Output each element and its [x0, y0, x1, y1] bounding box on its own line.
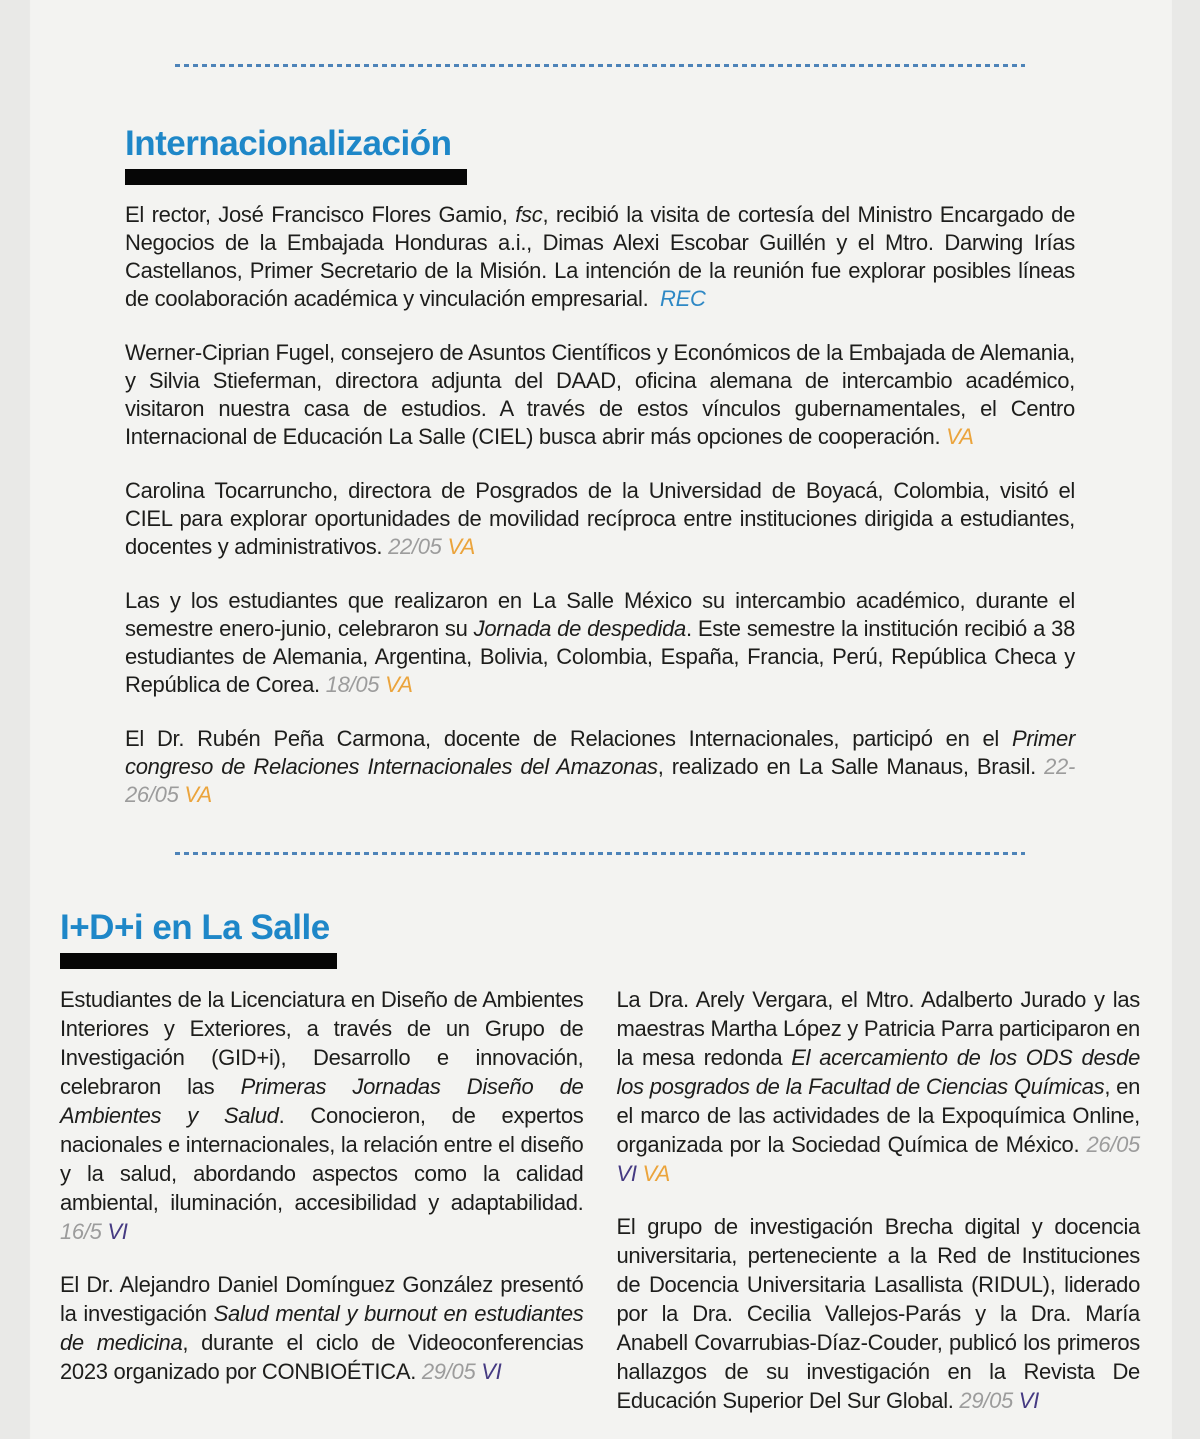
- credit-tag: VA: [946, 424, 974, 449]
- two-column-layout: [60, 985, 1140, 1439]
- section-body: [125, 201, 1075, 809]
- title-underline-bar: [60, 953, 337, 969]
- credit-tag: VA: [447, 534, 475, 559]
- credit-tag: REC: [660, 286, 706, 311]
- credit-tag: VA: [385, 672, 413, 697]
- italic-text-run: Salud mental y burnout en estudiantes de medicina: [60, 1301, 584, 1355]
- credit-tag: VI: [107, 1219, 128, 1244]
- text-run: Werner-Ciprian Fugel, consejero de Asuntos Científicos y Económicos de la Embajada de Alemania, y Silvia Stieferman, directora adjunta del DAAD, oficina alemana de intercambio académico, visitaron nuestra casa de estudios. A través de estos vínculos gubernamentales, el Centro Internacional de Educación La Salle (CIEL) busca abrir más opciones de cooperación.: [125, 340, 1075, 449]
- credit-tag: VI: [616, 1161, 643, 1186]
- italic-text-run: Primer congreso de Relaciones Internacionales del Amazonas: [125, 726, 1075, 779]
- paragraph: [125, 477, 1075, 561]
- paragraph: [60, 1270, 584, 1386]
- text-run: . Conocieron, de expertos nacionales e internacionales, la relación entre el diseño y la salud, abordando aspectos como la calidad ambiental, iluminación, accesibilidad y adaptabilidad.: [60, 1103, 584, 1215]
- text-run: El rector, José Francisco Flores Gamio,: [125, 202, 516, 227]
- text-run: El Dr. Alejandro Daniel Domínguez González presentó la investigación: [60, 1272, 584, 1326]
- italic-text-run: fsc: [515, 202, 543, 227]
- section-idi-en-la-salle: [60, 910, 1140, 1439]
- date-run: 22/05: [388, 534, 448, 559]
- credit-tag: VA: [184, 782, 212, 807]
- text-run: Carolina Tocarruncho, directora de Posgrados de la Universidad de Boyacá, Colombia, visitó el CIEL para explorar oportunidades de movilidad recíproca entre instituciones dirigida a estudiantes, docentes y administrativos.: [125, 478, 1075, 559]
- text-run: . Este semestre la institución recibió a 38 estudiantes de Alemania, Argentina, Bolivia, Colombia, España, Francia, Perú, República Checa y República de Corea.: [125, 616, 1076, 697]
- date-run: 29/05: [421, 1359, 482, 1384]
- text-run: El grupo de investigación Brecha digital y docencia universitaria, perteneciente a la Red de Instituciones de Docencia Universitaria Lasallista (RIDUL), liderado por la Dra. Cecilia Vallejos-Parás y la Dra. María Anabell Covarrubias-Díaz-Couder, publicó los primeros hallazgos de su investigación en la Revista De Educación Superior Del Sur Global.: [616, 1214, 1140, 1413]
- dashed-divider-top: [175, 64, 1025, 67]
- paragraph: [125, 725, 1075, 809]
- section-title-text: Internacionalización: [125, 124, 452, 163]
- paragraph: [125, 587, 1075, 699]
- paragraph: [60, 985, 584, 1246]
- text-run: El Dr. Rubén Peña Carmona, docente de Relaciones Internacionales, participó en el: [125, 726, 1013, 751]
- paragraph: [617, 985, 1141, 1188]
- section-title-text: I+D+i en La Salle: [60, 908, 330, 947]
- section-title: [125, 126, 1075, 161]
- text-run: , durante el ciclo de Videoconferencias 2023 organizado por CONBIOÉTICA.: [60, 1330, 584, 1384]
- text-run: , recibió la visita de cortesía del Ministro Encargado de Negocios de la Embajada Honduras a.i., Dimas Alexi Escobar Guillén y el Mtro. Darwing Irías Castellanos, Primer Secretario de la Misión. La intención de la reunión fue explorar posibles líneas de coolaboración académica y vinculación empresarial.: [125, 202, 1076, 311]
- title-underline-bar: [125, 169, 467, 185]
- paragraph: [125, 339, 1075, 451]
- text-run: Estudiantes de la Licenciatura en Diseño de Ambientes Interiores y Exteriores, a través de un Grupo de Investigación (GID+i), Desarrollo e innovación, celebraron las: [60, 987, 584, 1099]
- paragraph: [125, 201, 1075, 313]
- italic-text-run: Jornada de despedida: [473, 616, 686, 641]
- date-run: 18/05: [325, 672, 386, 697]
- paragraph: [617, 1212, 1141, 1415]
- text-run: Las y los estudiantes que realizaron en La Salle México su intercambio académico, durante el semestre enero-junio, celebraron su: [125, 588, 1075, 641]
- date-run: 26/05: [1086, 1132, 1140, 1157]
- italic-text-run: El acercamiento de los ODS desde los posgrados de la Facultad de Ciencias Químicas: [616, 1045, 1140, 1099]
- left-column: [60, 985, 584, 1439]
- credit-tag: VI: [1018, 1388, 1039, 1413]
- section-internacionalizacion: [125, 126, 1075, 835]
- section-title: [60, 910, 1140, 945]
- date-run: 22-26/05: [125, 754, 1075, 807]
- credit-tag: VI: [481, 1359, 502, 1384]
- text-run: La Dra. Arely Vergara, el Mtro. Adalberto Jurado y las maestras Martha López y Patricia Parra participaron en la mesa redonda: [616, 987, 1140, 1070]
- dashed-divider-middle: [175, 852, 1025, 855]
- right-column: [617, 985, 1141, 1439]
- credit-tag: VA: [642, 1161, 671, 1186]
- italic-text-run: Primeras Jornadas Diseño de Ambientes y Salud: [60, 1074, 584, 1128]
- date-run: 29/05: [959, 1388, 1019, 1413]
- text-run: , realizado en La Salle Manaus, Brasil.: [657, 754, 1045, 779]
- text-run: , en el marco de las actividades de la Expoquímica Online, organizada por la Sociedad Química de México.: [616, 1074, 1141, 1157]
- date-run: 16/5: [60, 1219, 108, 1244]
